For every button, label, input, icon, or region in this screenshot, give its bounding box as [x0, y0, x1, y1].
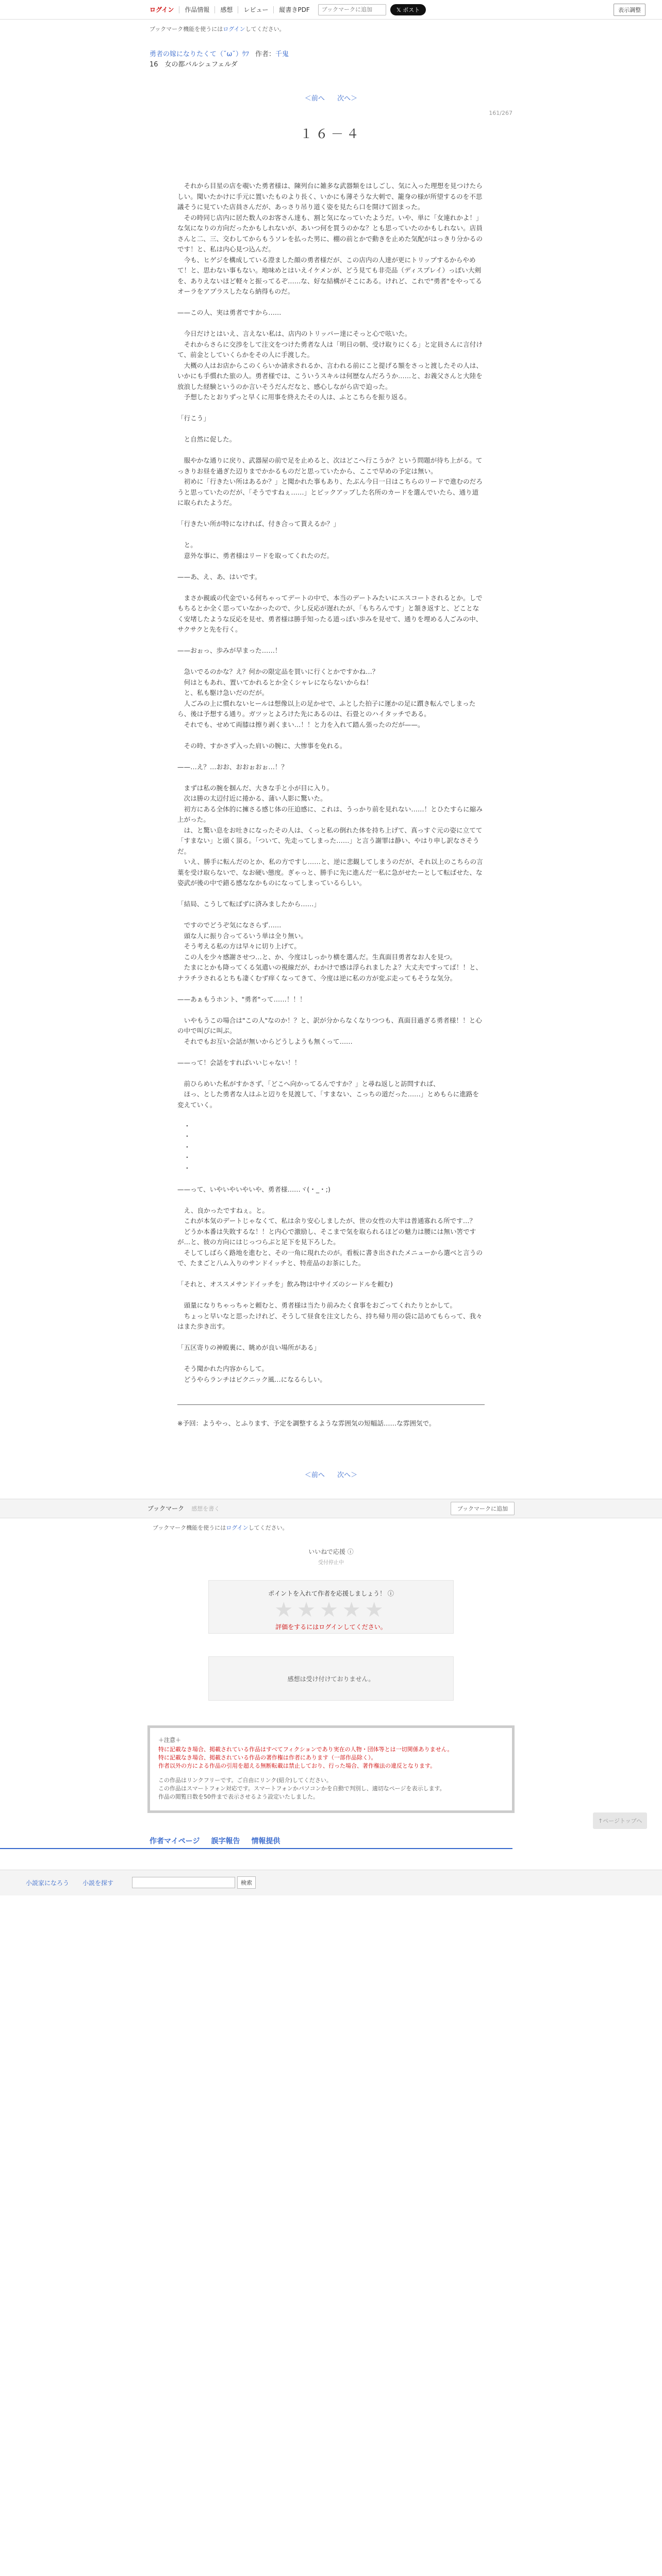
notice-red-line: 特に記載なき場合、掲載されている作品はすべてフィクションであり実在の人物・団体等とは一切関係ありません。 — [158, 1745, 453, 1753]
pager-top — [0, 93, 662, 103]
body-paragraph — [177, 730, 485, 741]
body-paragraph — [177, 984, 485, 994]
body-paragraph: その時同じ店内に居た数人のお客さん達も、割と気になっていたようだ。いや、単に「女連れかよ！」な気になりの方向だったかもしれないが、あいつ何を買うのかな？とも思っていたのかもしれない。店員さんと二、三、交わしてからもうソレを払った男に、棚の前とかで動きを止めた気配がはっきり分かるのです！と、私は内心見つ込んだ。 — [177, 213, 483, 253]
body-paragraph: 意外な事に、勇者様はリードを取ってくれたのだ。 — [177, 551, 334, 560]
body-paragraph: 服やかな通りに戻り、武器屋の前で足を止めると、次はどこへ行こうか？という問題が待ち上がる。てっきりお昼を過ぎた辺りまでかかるものだと思っていたから、ここで早めの予定は無い。 — [177, 456, 483, 475]
impression-closed-box: 感想は受け付けておりません。 — [208, 1656, 454, 1701]
body-paragraph: 初めに「行きたい所はあるか？」と聞かれた事もあり、たぶん今日一日はこちらのリードで進むのだろうと思っていたのだが、「そうですねぇ……」とピックアップした名所のカードを選んでいたら、通り道に取られたようだ。 — [177, 478, 483, 506]
body-paragraph: それからさらに交渉をして注文をつけた勇者な人は「明日の朝、受け取りにくる」と定員さんに言付けて、前金としていくらかをその人に手渡した。 — [177, 340, 483, 359]
body-paragraph — [177, 424, 485, 435]
bookmark-notice: ブックマーク機能を使うにはログインしてください。 — [150, 26, 285, 32]
body-paragraph: これが本気のデートじゃなくて、私は余り安心しましたが、世の女性の大半は普通寡れる所です…？ — [177, 1217, 476, 1225]
body-paragraph: どうか本番は失敗するな！！と内心で激励し、そこまで気を取られるほどの魅力は腰には無い筈ですが…と、彼の方向にはじっつらぶと足下を見下ろした。 — [177, 1227, 476, 1246]
body-paragraph: ——…え？…おお、おおぉおぉ…！？ — [177, 762, 288, 771]
rating-box — [208, 1580, 454, 1634]
body-paragraph: ほっ、とした勇者な人はふと辺りを見渡して、「すまない、こっちの道だった……」とめもらに進路を変えていく。 — [177, 1090, 479, 1109]
page-count: 161/267 — [489, 110, 512, 116]
body-paragraph: ですのでどうぞ気になさらず…… — [177, 921, 282, 929]
notice-gray-line: 作品の閲覧日数を50件まで表示させるよう設定いたしました。 — [158, 1793, 319, 1800]
body-paragraph — [177, 530, 485, 540]
body-paragraph: それから目星の店を覗いた勇者様は、陳列台に雑多な武器類をはしごし、気に入った理想を見つけたらしい。聞いたかけに手元に置いたものより長く、いかにも薄そうな大刺で、籠身の様が所望するのを不思議そうに見ていた店員さんだが、あっさり吊り道く姿を見たら口を開けて固まった。 — [177, 182, 483, 211]
body-paragraph — [177, 318, 485, 329]
like-area — [0, 1547, 662, 1566]
bookmark-login-link[interactable]: ログイン — [226, 1524, 249, 1531]
body-paragraph: まさか親戚の代金でいる何ちゃってデートの中で、本当のデートみたいにエスコートされるとか。しでもちるとか全く思っていなかったので、少し反応が遅れたが、「もちろんです」と頷き返すと、どことなく安堵したような反応を見せ、勇者様は勝手知ったる道っぽい歩みを見せて、通りを埋める人ごみの中、サクサクと先を行く。 — [177, 594, 483, 633]
body-paragraph: この人を少々感謝させつ…と、か、今度はしっかり横を選んだ。生真面目勇者なお人を見つ。 — [177, 953, 457, 961]
body-paragraph: それでも、せめて両膝は擦り剥くまい…！！と力を入れて踏ん張ったのだが——。 — [177, 720, 424, 728]
body-paragraph: ・ — [177, 1122, 191, 1130]
body-paragraph — [177, 1353, 485, 1364]
body-paragraph — [177, 1068, 485, 1079]
body-paragraph — [177, 1174, 485, 1184]
body-paragraph — [177, 772, 485, 783]
notice-head: ＋注意＋ — [158, 1736, 181, 1743]
body-paragraph: 次は勝の太辺付近に捲かる、蒲い人影に驚いた。 — [177, 794, 327, 802]
body-paragraph: ——って！会話をすればいいじゃない！！ — [177, 1058, 301, 1066]
bookmark-add-button[interactable]: ブックマークに追加 — [451, 1502, 515, 1515]
body-paragraph: いやもうこの場合は"この人"なのか！？と、訳が分からなくなりつつも、真面目過ぎる勇者様！！と心の中で叫びに叫ぶ。 — [177, 1016, 482, 1035]
author-line: 作者：千鬼 — [255, 50, 289, 58]
rating-title: ポイントを入れて作者を応援しましょう！ ⓘ — [268, 1589, 394, 1597]
notice-red-line: 作者以外の方による作品の引用を超える無断転載は禁止しており、行った場合、著作権法の違反となります。 — [158, 1762, 436, 1769]
body-paragraph: いえ、勝手に転んだのとか、私の方ですし……と、逆に悲観してしまうのだが、それ以上のこちらの言葉を受け取らないで、なお硬い態度。ぎゃっと、勝手に先に進んだ一私に急がせたーとして転ばせた、な姿武が後の中で錯る感ななかものになってしまっているらしい。 — [177, 858, 483, 887]
top-nav — [150, 4, 426, 15]
body-paragraph — [177, 910, 485, 921]
rating-login-link[interactable]: ログイン — [319, 1623, 343, 1631]
body-paragraph: と。 — [177, 541, 197, 549]
body-paragraph: え、良かったですねぇ。と。 — [177, 1206, 269, 1214]
body-paragraph: と、私も駆け急いだのだが。 — [177, 689, 269, 697]
top-bar — [0, 0, 662, 20]
notice-box — [147, 1725, 515, 1813]
info-provide-link[interactable]: 情報提供 — [251, 1837, 280, 1845]
body-paragraph — [177, 1290, 485, 1301]
body-paragraph — [177, 656, 485, 667]
body-paragraph: ・ — [177, 1164, 191, 1172]
notice-gray-line: この作品はリンクフリーです。ご自由にリンク(紹介)してください。 — [158, 1776, 332, 1784]
novel-title-link[interactable]: 勇者の嫁になりたくて（˘ω˘）ｳﾌ — [150, 50, 249, 58]
novel-body — [177, 181, 485, 1385]
bookmark-bar — [0, 1499, 662, 1518]
body-paragraph — [177, 1332, 485, 1343]
body-paragraph: ちょっと早いなと思ったけれど、そうして昼食を注文したら、持ち帰り用の袋に詰めてもらって、我々はまた歩き出す。 — [177, 1312, 483, 1330]
rating-stars[interactable]: ★★★★★ — [274, 1598, 388, 1622]
episode-subtitle: １６－４ — [300, 127, 362, 141]
body-paragraph — [177, 297, 485, 308]
body-paragraph: ——この人、実は勇者ですから…… — [177, 309, 282, 316]
body-paragraph: は、と驚い息をお吐きになったその人は、くっと私の倒れた体を持ち上げて、真っすぐ元の姿に立てて「すまない」と頭く頂る。「ついて、先走ってしまった……」と言う謝罪は静い、やはり申し訳なさそうだ。 — [177, 826, 483, 855]
body-paragraph: 「行きたい所が特になければ、付き合って貰えるか？」 — [177, 520, 340, 528]
body-paragraph: 今も、ヒゲジを構成している澄ました顔の勇者様だが、この店内の人達が更にトリップするからやめて！と、思わない事もない。地味めとはいえイケメンが、どう見ても非売品（ディスプレイ）っぽい大剣を、ありえないほど軽々と振ってるぞ……な、好な結構がそこにある。けれど、これで"勇者"をやってるオーラをアプラスしたなら納得ものだ。 — [177, 256, 482, 295]
nav-vertical-pdf[interactable]: 縦書きPDF — [279, 6, 310, 13]
site-home-link[interactable]: 小説家になろう — [26, 1879, 70, 1887]
body-paragraph — [177, 403, 485, 414]
display-settings-button[interactable]: 表示調整 — [614, 4, 646, 16]
footer-search-button[interactable]: 検索 — [237, 1876, 256, 1889]
body-paragraph: 「五区寄りの神殿裏に、眺めが良い場所がある」 — [177, 1344, 321, 1351]
typo-report-link[interactable]: 誤字報告 — [211, 1837, 240, 1845]
body-paragraph — [177, 1005, 485, 1015]
body-paragraph: 急いでるのかな？え？何かの限定品を買いに行くとかですかね…？ — [177, 668, 379, 675]
body-paragraph: 「行こう」 — [177, 414, 210, 422]
nav-impressions[interactable]: 感想 — [215, 6, 238, 13]
body-paragraph: 何はともあれ、置いてかれるとか全くシャレにならないからね！ — [177, 678, 373, 686]
body-paragraph: ・ — [177, 1132, 191, 1140]
pager-bottom — [0, 1469, 662, 1479]
body-paragraph: 頭な人に振り合ってるいう単は全り無い。 — [177, 931, 307, 940]
body-paragraph — [177, 889, 485, 900]
prev-link-bottom[interactable]: ＜前へ — [304, 1471, 325, 1479]
body-paragraph: まずは私の腕を掴んだ、大きな手と小が目に入り。 — [177, 784, 334, 792]
body-paragraph — [177, 509, 485, 519]
body-paragraph — [177, 445, 485, 456]
novel-info — [0, 33, 662, 70]
body-paragraph: 人ごみの上に慣れないヒールは想像以上の足かせで、ふとした拍子に運かの足に躓き転んでしまったら、後は予想する通り。ガツッとよろけた先にあるのは、石畳とのハイタッチである。 — [177, 699, 476, 718]
afterword-divider — [177, 1404, 485, 1405]
notice-gray-line: この作品はスマートフォン対応です。スマートフォンかパソコンかを自動で判別し、適切なページを表示します。 — [158, 1785, 445, 1792]
body-paragraph: 「それと、オススメサンドイッチを」飲み物は中サイズのシードルを頼む) — [177, 1280, 393, 1288]
body-paragraph: 初方にある全体的に擁さる感じ体の圧迫感に、これは、うっかり前を見れない……！とひたすらに縮み上がった。 — [177, 805, 483, 823]
chapter-title: 16 女の都バルシュフェルダ — [150, 61, 238, 69]
bookmark-login-notice: ブックマーク機能を使うにはログインしてください。 — [153, 1524, 288, 1531]
like-status: 受付停止中 — [318, 1560, 344, 1566]
page-top-button[interactable]: ↑ページトップへ — [593, 1812, 647, 1829]
bookmark-label: ブックマーク — [147, 1505, 185, 1512]
body-paragraph: 予想したとおりずっと早くに用事を終えたその人は、ふとこちらを振り返る。 — [177, 393, 411, 401]
body-paragraph: 「結局、こうして転ばずに済みましたから……」 — [177, 900, 321, 908]
body-paragraph: そう聞かれた内容からして。 — [177, 1365, 269, 1372]
nav-login[interactable]: ログイン — [150, 6, 179, 13]
body-paragraph — [177, 1047, 485, 1058]
next-link[interactable]: 次へ＞ — [337, 95, 358, 103]
rating-login-note: 評価をするにはログインしてください。 — [275, 1623, 387, 1631]
body-paragraph: 今日だけとはいえ、言えない私は、店内のトリッパー達にそっと心で呟いた。 — [177, 330, 411, 337]
body-paragraph — [177, 635, 485, 646]
afterword: ※予回：ようやっ、とふります、予定を調整するような雰囲気の短幅話……な雰囲気で。 — [177, 1419, 436, 1427]
author-link[interactable]: 千鬼 — [275, 50, 289, 58]
x-post-button[interactable]: 𝕏 ポスト — [390, 4, 426, 15]
search-novels-link[interactable]: 小説を探す — [82, 1879, 114, 1887]
nav-review[interactable]: レビュー — [238, 6, 274, 13]
footer-bottom — [0, 1870, 662, 1895]
body-paragraph: 前ひらめいた私がすかさず、「どこへ向かってるんですか？」と尋ね返しと訪問すれば、 — [177, 1079, 440, 1088]
prev-link[interactable]: ＜前へ — [304, 95, 325, 103]
login-link[interactable]: ログイン — [223, 26, 245, 32]
nav-novel-info[interactable]: 作品情報 — [179, 6, 215, 13]
impression-link[interactable]: 感想を書く — [191, 1505, 220, 1512]
bookmark-add-input[interactable] — [318, 4, 386, 15]
next-link-bottom[interactable]: 次へ＞ — [337, 1471, 358, 1479]
footer-search-input[interactable] — [132, 1877, 235, 1888]
like-button[interactable]: いいねで応援 ⓘ — [308, 1548, 354, 1555]
body-paragraph: それでもお互い会話が無いからどうしようも無くって…… — [177, 1037, 353, 1045]
body-paragraph — [177, 1110, 485, 1121]
body-paragraph — [177, 1269, 485, 1280]
body-paragraph: 大概の人はお店からこのくらいか請求されるか、言われる前にこと提げる額をさっと渡したその人は、いかにも手慣れた旅の人。勇者様では、こういうスキルは何歴なんだろうか……と、お義父さんと大陸を放浪した経験というのか言いそうだんだなと、感心しながら店で迫った。 — [177, 361, 483, 391]
body-paragraph — [177, 751, 485, 762]
body-paragraph: ・ — [177, 1143, 191, 1151]
body-paragraph: どうやらランチはピクニック風…になるらしい。 — [177, 1375, 326, 1383]
body-paragraph: そしてしばらく路地を進むと、その一角に現れたのが。看板に書き出されたメニューから選べと言うので、たまごと八ム入りのサンドイッチと、特産品のお茶にした。 — [177, 1248, 483, 1267]
body-paragraph — [177, 582, 485, 593]
body-paragraph: たまにとかも降ってくる気遣いの視線だが、わかけで感は浮られましたよ？大丈夫ですってば！！と、ナラチラされるとちも凄くむず痒くなってきて、今度は逆に私の方が変ぶ走ってもそうな気分。 — [177, 963, 483, 982]
body-paragraph: そう考える私の方は早々に切り上げて。 — [177, 942, 301, 950]
body-paragraph: その時、すかさず入った肩いの腕に、大惨事を免れる。 — [177, 741, 346, 750]
body-paragraph: ——あぁもうホント、"勇者"って……！！！ — [177, 995, 306, 1003]
author-mypage-link[interactable]: 作者マイページ — [150, 1837, 200, 1845]
body-paragraph: ——あ、え、あ、はいです。 — [177, 572, 261, 581]
body-paragraph: ——って、いやいやいやいや、勇者様……ヾ(・_・;) — [177, 1185, 330, 1193]
body-paragraph: ——おぉっ、歩みが早まった……！ — [177, 647, 282, 654]
footer-links — [0, 1836, 512, 1849]
body-paragraph: 頭量になりちゃっちゃと頼むと、勇者様は当たり前みたく食事をおごってくれたりとかして。 — [177, 1301, 457, 1309]
notice-red-line: 特に記載なき場合、掲載されている作品の著作権は作者にあります（一部作品除く）。 — [158, 1754, 377, 1761]
body-paragraph — [177, 561, 485, 572]
notice-gray-block — [158, 1776, 504, 1801]
body-paragraph — [177, 1195, 485, 1206]
body-paragraph: ・ — [177, 1154, 191, 1161]
body-paragraph: と自然に促した。 — [177, 435, 236, 443]
